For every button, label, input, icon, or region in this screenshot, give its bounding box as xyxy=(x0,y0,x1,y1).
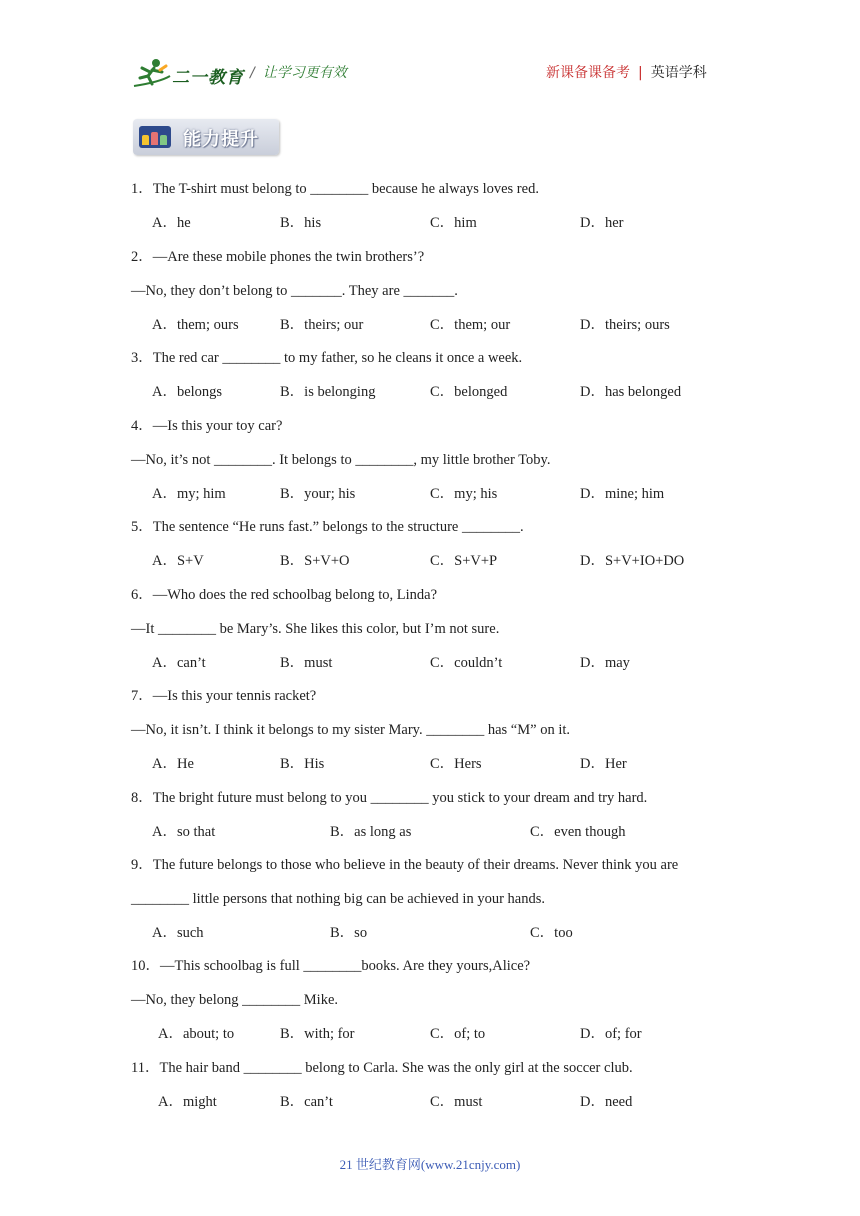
option-8a: A．so that xyxy=(152,824,216,840)
question-10: 10．—This schoolbag is full ________books. Are they yours,Alice? xyxy=(131,958,531,974)
option-5c: C．S+V+P xyxy=(430,553,498,569)
option-3a: A．belongs xyxy=(152,384,223,400)
option-3c: C．belonged xyxy=(430,384,508,400)
option-7b: B．His xyxy=(280,756,325,772)
people-icon xyxy=(139,126,171,148)
option-11a: A．might xyxy=(158,1094,217,1110)
option-4c: C．my; his xyxy=(430,486,498,502)
option-3d: D．has belonged xyxy=(580,384,682,400)
option-1a: A．he xyxy=(152,215,191,231)
option-10d: D．of; for xyxy=(580,1026,642,1042)
question-5: 5．The sentence “He runs fast.” belongs to the structure ________. xyxy=(131,519,524,535)
option-5a: A．S+V xyxy=(152,553,204,569)
header-subject xyxy=(546,62,707,82)
option-10b: B．with; for xyxy=(280,1026,355,1042)
option-2d: D．theirs; ours xyxy=(580,317,670,333)
question-4-reply: —No, it’s not ________. It belongs to ________, my little brother Toby. xyxy=(131,452,551,468)
question-6: 6．—Who does the red schoolbag belong to, Linda? xyxy=(131,587,438,603)
header-course-label: 新课备课备考 xyxy=(546,65,630,81)
option-7c: C．Hers xyxy=(430,756,482,772)
option-4d: D．mine; him xyxy=(580,486,665,502)
logo-text: 二一教育 xyxy=(172,68,244,88)
question-11: 11．The hair band ________ belong to Carla. She was the only girl at the soccer club. xyxy=(131,1060,633,1076)
question-2: 2．—Are these mobile phones the twin brothers’? xyxy=(131,249,425,265)
option-9a: A．such xyxy=(152,925,204,941)
slogan-text: 让学习更有效 xyxy=(262,65,347,81)
option-2b: B．theirs; our xyxy=(280,317,364,333)
option-7d: D．Her xyxy=(580,756,627,772)
option-1c: C．him xyxy=(430,215,477,231)
option-11c: C．must xyxy=(430,1094,483,1110)
option-6b: B．must xyxy=(280,655,333,671)
option-3b: B．is belonging xyxy=(280,384,376,400)
slogan xyxy=(250,62,347,82)
option-11d: D．need xyxy=(580,1094,633,1110)
section-badge xyxy=(133,119,279,155)
option-9c: C．too xyxy=(530,925,573,941)
header-divider: | xyxy=(638,65,643,81)
option-1d: D．her xyxy=(580,215,624,231)
option-8c: C．even though xyxy=(530,824,626,840)
question-6-reply: —It ________ be Mary’s. She likes this color, but I’m not sure. xyxy=(131,621,500,637)
question-1: 1．The T-shirt must belong to ________ because he always loves red. xyxy=(131,181,539,197)
option-6c: C．couldn’t xyxy=(430,655,503,671)
option-6d: D．may xyxy=(580,655,630,671)
option-11b: B．can’t xyxy=(280,1094,333,1110)
question-3: 3．The red car ________ to my father, so he cleans it once a week. xyxy=(131,350,523,366)
option-7a: A．He xyxy=(152,756,194,772)
option-1b: B．his xyxy=(280,215,322,231)
question-9-cont: ________ little persons that nothing big can be achieved in your hands. xyxy=(131,891,545,907)
option-4a: A．my; him xyxy=(152,486,226,502)
page-footer: 21 世纪教育网(www.21cnjy.com) xyxy=(339,1157,521,1172)
question-4: 4．—Is this your toy car? xyxy=(131,418,283,434)
option-5d: D．S+V+IO+DO xyxy=(580,553,685,569)
option-10c: C．of; to xyxy=(430,1026,486,1042)
slogan-separator: / xyxy=(250,65,255,81)
option-10a: A．about; to xyxy=(158,1026,235,1042)
option-8b: B．as long as xyxy=(330,824,412,840)
header-subject-label: 英语学科 xyxy=(650,65,707,81)
question-9: 9．The future belongs to those who believe in the beauty of their dreams. Never think you are xyxy=(131,857,679,873)
option-2c: C．them; our xyxy=(430,317,511,333)
section-title: 能力提升 xyxy=(183,129,259,150)
option-5b: B．S+V+O xyxy=(280,553,350,569)
question-7-reply: —No, it isn’t. I think it belongs to my sister Mary. ________ has “M” on it. xyxy=(131,722,571,738)
option-4b: B．your; his xyxy=(280,486,356,502)
option-9b: B．so xyxy=(330,925,368,941)
option-6a: A．can’t xyxy=(152,655,206,671)
question-8: 8．The bright future must belong to you ________ you stick to your dream and try hard. xyxy=(131,790,648,806)
question-7: 7．—Is this your tennis racket? xyxy=(131,688,317,704)
question-10-reply: —No, they belong ________ Mike. xyxy=(131,992,339,1008)
option-2a: A．them; ours xyxy=(152,317,239,333)
page-header xyxy=(0,0,860,100)
question-2-reply: —No, they don’t belong to _______. They are _______. xyxy=(131,283,458,299)
